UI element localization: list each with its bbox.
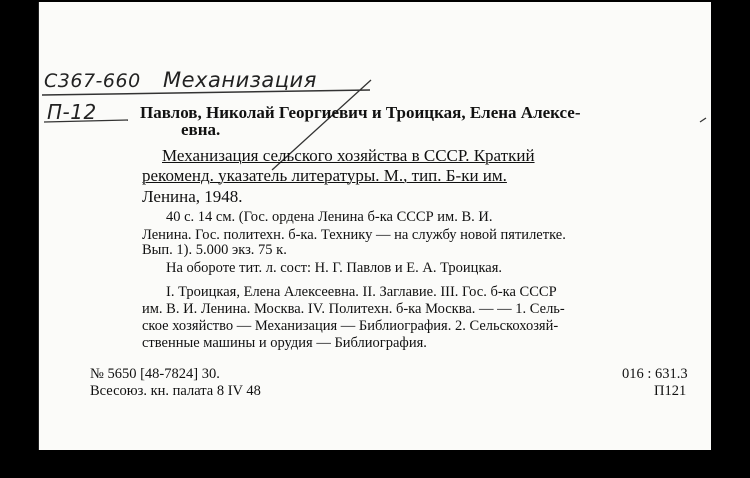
title-line-2: рекоменд. указатель литературы. М., тип. Б-ки им. bbox=[142, 166, 507, 185]
title-line-3: Ленина, 1948. bbox=[142, 187, 243, 206]
title-line-1: Механизация сельского хозяйства в СССР. Краткий bbox=[162, 146, 535, 165]
tracings-line-2: им. В. И. Ленина. Москва. IV. Политехн. б-ка Москва. — — 1. Сель- bbox=[142, 301, 565, 317]
book-chamber-stamp: Всесоюз. кн. палата 8 IV 48 bbox=[90, 383, 261, 399]
handwritten-location-mark: П-12 bbox=[47, 100, 97, 124]
collation-line-3: Вып. 1). 5.000 экз. 75 к. bbox=[142, 242, 287, 258]
classification-index: 016 : 631.3 bbox=[622, 366, 688, 382]
collation-line-2: Ленина. Гос. политехн. б-ка. Технику — на службу новой пятилетке. bbox=[142, 227, 566, 243]
author-heading-cont: евна. bbox=[181, 120, 221, 139]
collation-line-1: 40 с. 14 см. (Гос. ордена Ленина б-ка СССР им. В. И. bbox=[166, 209, 493, 225]
handwritten-shelf-mark: С367-660 bbox=[44, 70, 141, 92]
tracings-line-3: ское хозяйство — Механизация — Библиография. 2. Сельскохозяй- bbox=[142, 318, 559, 334]
entry-number: № 5650 [48-7824] 30. bbox=[90, 366, 220, 382]
tracings-line-4: ственные машины и орудия — Библиография. bbox=[142, 335, 427, 351]
handwritten-subject: Механизация bbox=[163, 68, 317, 92]
author-code: П121 bbox=[654, 383, 687, 399]
tracings-line-1: I. Троицкая, Елена Алексеевна. II. Заглавие. III. Гос. б-ка СССР bbox=[166, 284, 557, 300]
contents-note: На обороте тит. л. сост: Н. Г. Павлов и Е. А. Троицкая. bbox=[166, 260, 502, 276]
author-heading: Павлов, Николай Георгиевич и Троицкая, Елена Алексе- bbox=[140, 103, 581, 122]
